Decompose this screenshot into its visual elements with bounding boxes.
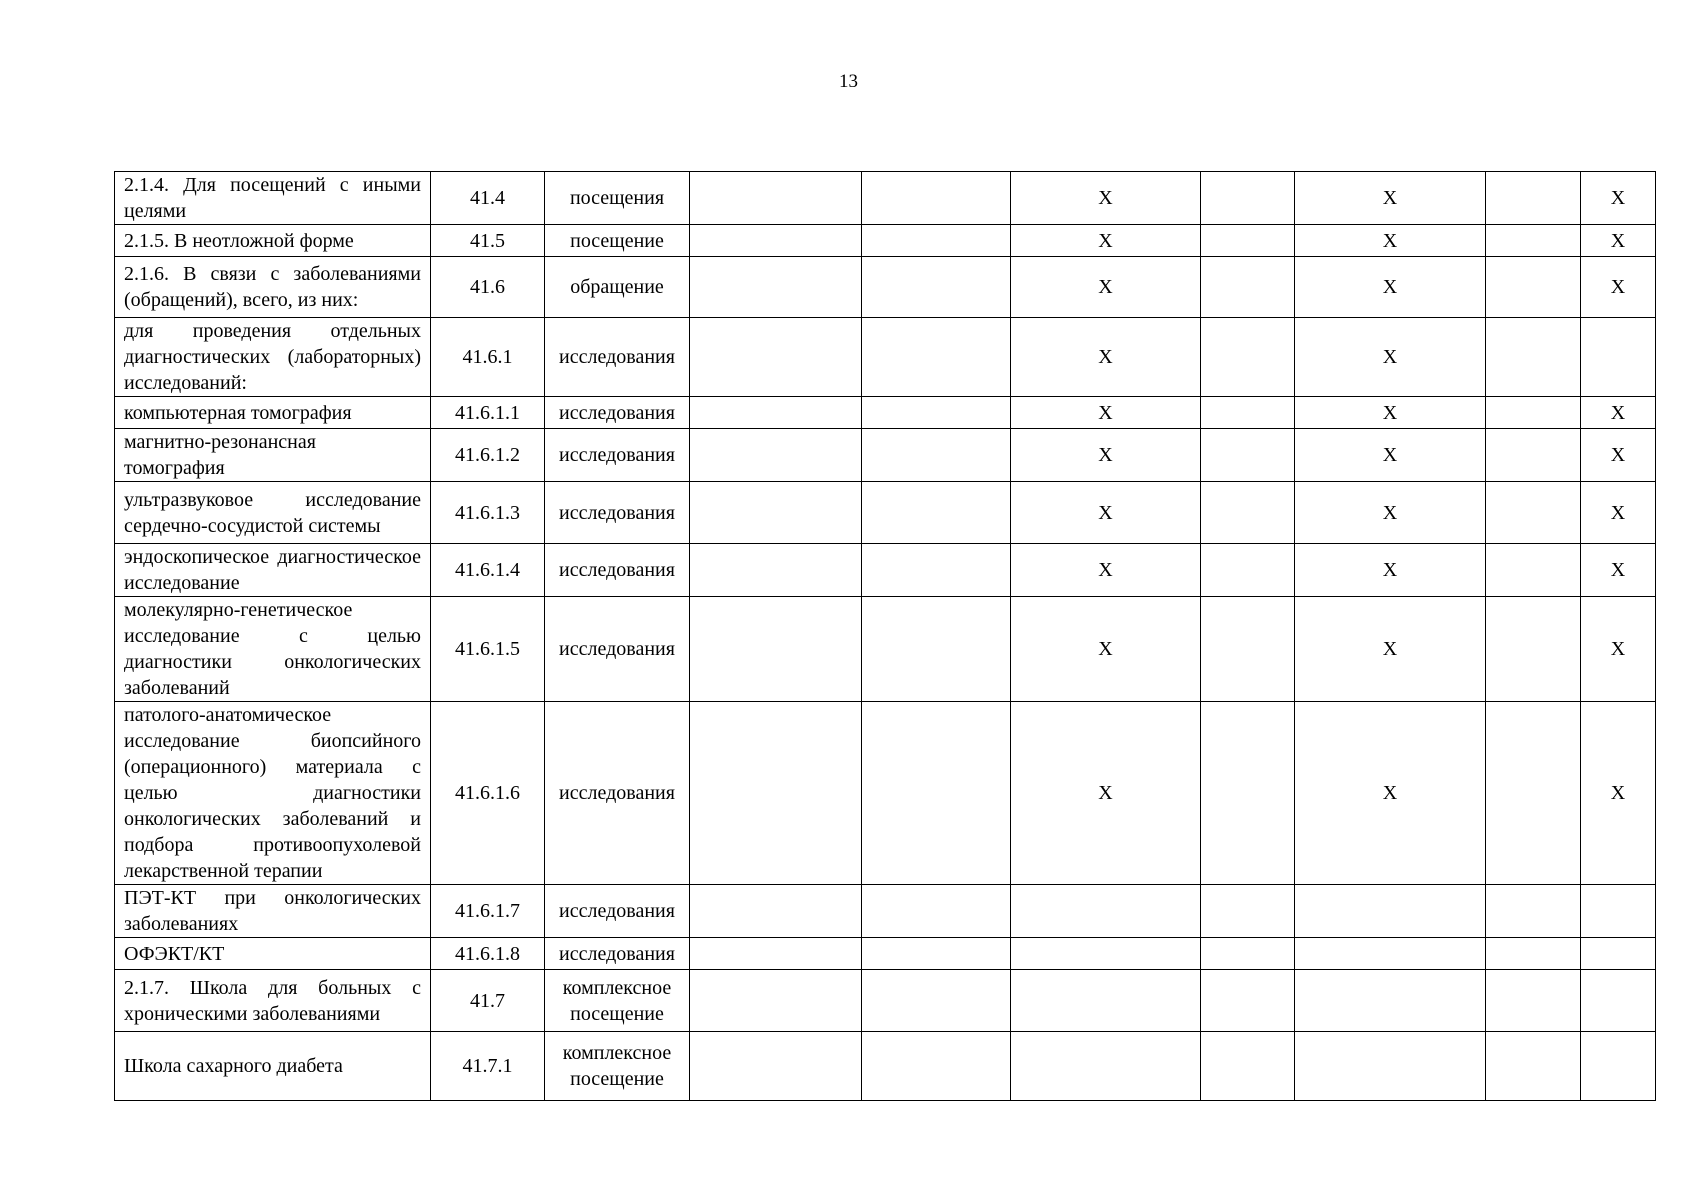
table-row xyxy=(115,172,1656,225)
cell-col-9 xyxy=(1486,702,1581,885)
cell-col-10: X xyxy=(1581,597,1656,702)
table-body xyxy=(115,172,1656,1101)
cell-col-6 xyxy=(1011,970,1201,1032)
cell-col-7 xyxy=(1201,482,1295,544)
cell-col-5 xyxy=(862,970,1011,1032)
row-unit: исследования xyxy=(545,544,690,597)
row-code: 41.7 xyxy=(431,970,545,1032)
row-name: Школа сахарного диабета xyxy=(115,1032,431,1101)
cell-col-9 xyxy=(1486,885,1581,938)
cell-col-9 xyxy=(1486,482,1581,544)
row-code: 41.6.1.7 xyxy=(431,885,545,938)
cell-col-9 xyxy=(1486,225,1581,257)
cell-col-6: X xyxy=(1011,397,1201,429)
row-code: 41.6.1.4 xyxy=(431,544,545,597)
cell-col-10 xyxy=(1581,1032,1656,1101)
table-row xyxy=(115,938,1656,970)
cell-col-10: X xyxy=(1581,257,1656,318)
cell-col-5 xyxy=(862,544,1011,597)
cell-col-4 xyxy=(690,885,862,938)
cell-col-5 xyxy=(862,702,1011,885)
row-name: 2.1.4. Для посещений с иными целями xyxy=(115,172,431,225)
cell-col-4 xyxy=(690,702,862,885)
row-unit: исследования xyxy=(545,318,690,397)
row-code: 41.6.1.3 xyxy=(431,482,545,544)
row-unit: исследования xyxy=(545,597,690,702)
cell-col-8: X xyxy=(1295,597,1486,702)
cell-col-9 xyxy=(1486,544,1581,597)
cell-col-7 xyxy=(1201,397,1295,429)
row-name: ультразвуковое исследование сердечно-сосудистой системы xyxy=(115,482,431,544)
cell-col-7 xyxy=(1201,318,1295,397)
table-row xyxy=(115,1032,1656,1101)
cell-col-8 xyxy=(1295,970,1486,1032)
cell-col-7 xyxy=(1201,938,1295,970)
cell-col-4 xyxy=(690,970,862,1032)
row-unit: посещение xyxy=(545,225,690,257)
cell-col-8 xyxy=(1295,1032,1486,1101)
row-code: 41.5 xyxy=(431,225,545,257)
row-unit: исследования xyxy=(545,702,690,885)
cell-col-5 xyxy=(862,257,1011,318)
cell-col-9 xyxy=(1486,318,1581,397)
cell-col-8: X xyxy=(1295,172,1486,225)
cell-col-10 xyxy=(1581,970,1656,1032)
row-name: ПЭТ-КТ при онкологических заболеваниях xyxy=(115,885,431,938)
cell-col-6: X xyxy=(1011,225,1201,257)
cell-col-9 xyxy=(1486,970,1581,1032)
cell-col-8: X xyxy=(1295,429,1486,482)
cell-col-5 xyxy=(862,225,1011,257)
row-name: 2.1.5. В неотложной форме xyxy=(115,225,431,257)
table-row xyxy=(115,970,1656,1032)
cell-col-9 xyxy=(1486,429,1581,482)
row-code: 41.4 xyxy=(431,172,545,225)
cell-col-10: X xyxy=(1581,544,1656,597)
cell-col-4 xyxy=(690,429,862,482)
cell-col-4 xyxy=(690,318,862,397)
cell-col-8: X xyxy=(1295,225,1486,257)
cell-col-7 xyxy=(1201,1032,1295,1101)
row-code: 41.6.1.6 xyxy=(431,702,545,885)
cell-col-7 xyxy=(1201,225,1295,257)
row-code: 41.6.1.2 xyxy=(431,429,545,482)
row-name: молекулярно-генетическое исследование с целью диагностики онкологических заболеваний xyxy=(115,597,431,702)
row-unit: исследования xyxy=(545,429,690,482)
cell-col-8: X xyxy=(1295,397,1486,429)
cell-col-4 xyxy=(690,225,862,257)
cell-col-6: X xyxy=(1011,318,1201,397)
cell-col-6 xyxy=(1011,885,1201,938)
cell-col-10: X xyxy=(1581,429,1656,482)
cell-col-4 xyxy=(690,257,862,318)
cell-col-6: X xyxy=(1011,544,1201,597)
cell-col-6: X xyxy=(1011,482,1201,544)
row-unit: исследования xyxy=(545,482,690,544)
table-row xyxy=(115,482,1656,544)
row-name: магнитно-резонансная томография xyxy=(115,429,431,482)
row-unit: обращение xyxy=(545,257,690,318)
table-row xyxy=(115,885,1656,938)
cell-col-6: X xyxy=(1011,172,1201,225)
cell-col-5 xyxy=(862,938,1011,970)
cell-col-7 xyxy=(1201,257,1295,318)
row-unit: исследования xyxy=(545,938,690,970)
cell-col-7 xyxy=(1201,597,1295,702)
row-name: 2.1.7. Школа для больных с хроническими заболеваниями xyxy=(115,970,431,1032)
row-unit: комплексное посещение xyxy=(545,970,690,1032)
table-row xyxy=(115,702,1656,885)
cell-col-7 xyxy=(1201,429,1295,482)
cell-col-6: X xyxy=(1011,429,1201,482)
row-name: для проведения отдельных диагностических (лабораторных) исследований: xyxy=(115,318,431,397)
cell-col-4 xyxy=(690,544,862,597)
cell-col-8 xyxy=(1295,938,1486,970)
cell-col-9 xyxy=(1486,257,1581,318)
row-unit: исследования xyxy=(545,397,690,429)
table-row xyxy=(115,597,1656,702)
table-row xyxy=(115,397,1656,429)
cell-col-4 xyxy=(690,482,862,544)
cell-col-8: X xyxy=(1295,318,1486,397)
cell-col-5 xyxy=(862,429,1011,482)
row-code: 41.6 xyxy=(431,257,545,318)
cell-col-9 xyxy=(1486,938,1581,970)
cell-col-7 xyxy=(1201,885,1295,938)
page-number: 13 xyxy=(839,71,858,92)
row-name: компьютерная томография xyxy=(115,397,431,429)
table-row xyxy=(115,429,1656,482)
cell-col-5 xyxy=(862,597,1011,702)
cell-col-7 xyxy=(1201,970,1295,1032)
cell-col-8: X xyxy=(1295,702,1486,885)
cell-col-6: X xyxy=(1011,597,1201,702)
cell-col-6: X xyxy=(1011,702,1201,885)
table-row xyxy=(115,225,1656,257)
row-code: 41.7.1 xyxy=(431,1032,545,1101)
cell-col-10: X xyxy=(1581,482,1656,544)
cell-col-8: X xyxy=(1295,544,1486,597)
row-name: эндоскопическое диагностическое исследование xyxy=(115,544,431,597)
cell-col-9 xyxy=(1486,172,1581,225)
row-code: 41.6.1.5 xyxy=(431,597,545,702)
table-row xyxy=(115,318,1656,397)
cell-col-10 xyxy=(1581,938,1656,970)
cell-col-4 xyxy=(690,172,862,225)
cell-col-4 xyxy=(690,597,862,702)
cell-col-6 xyxy=(1011,1032,1201,1101)
table-row xyxy=(115,257,1656,318)
cell-col-6 xyxy=(1011,938,1201,970)
cell-col-10: X xyxy=(1581,702,1656,885)
cell-col-10: X xyxy=(1581,397,1656,429)
cell-col-5 xyxy=(862,318,1011,397)
cell-col-9 xyxy=(1486,597,1581,702)
cell-col-5 xyxy=(862,1032,1011,1101)
cell-col-5 xyxy=(862,172,1011,225)
row-unit: исследования xyxy=(545,885,690,938)
cell-col-7 xyxy=(1201,172,1295,225)
row-name: патолого-анатомическое исследование биопсийного (операционного) материала с целью диагностики онкологических заболеваний и подбора противоопухолевой лекарственной терапии xyxy=(115,702,431,885)
table-row xyxy=(115,544,1656,597)
cell-col-10: X xyxy=(1581,172,1656,225)
cell-col-9 xyxy=(1486,1032,1581,1101)
row-code: 41.6.1 xyxy=(431,318,545,397)
cell-col-5 xyxy=(862,482,1011,544)
cell-col-10 xyxy=(1581,318,1656,397)
cell-col-7 xyxy=(1201,702,1295,885)
cell-col-10: X xyxy=(1581,225,1656,257)
row-code: 41.6.1.8 xyxy=(431,938,545,970)
cell-col-4 xyxy=(690,397,862,429)
cell-col-7 xyxy=(1201,544,1295,597)
cell-col-8: X xyxy=(1295,482,1486,544)
row-unit: комплексное посещение xyxy=(545,1032,690,1101)
cell-col-5 xyxy=(862,397,1011,429)
data-table xyxy=(114,171,1656,1101)
cell-col-5 xyxy=(862,885,1011,938)
cell-col-8 xyxy=(1295,885,1486,938)
cell-col-9 xyxy=(1486,397,1581,429)
row-name: 2.1.6. В связи с заболеваниями (обращений), всего, из них: xyxy=(115,257,431,318)
row-name: ОФЭКТ/КТ xyxy=(115,938,431,970)
row-code: 41.6.1.1 xyxy=(431,397,545,429)
cell-col-4 xyxy=(690,1032,862,1101)
cell-col-6: X xyxy=(1011,257,1201,318)
cell-col-4 xyxy=(690,938,862,970)
cell-col-10 xyxy=(1581,885,1656,938)
row-unit: посещения xyxy=(545,172,690,225)
cell-col-8: X xyxy=(1295,257,1486,318)
